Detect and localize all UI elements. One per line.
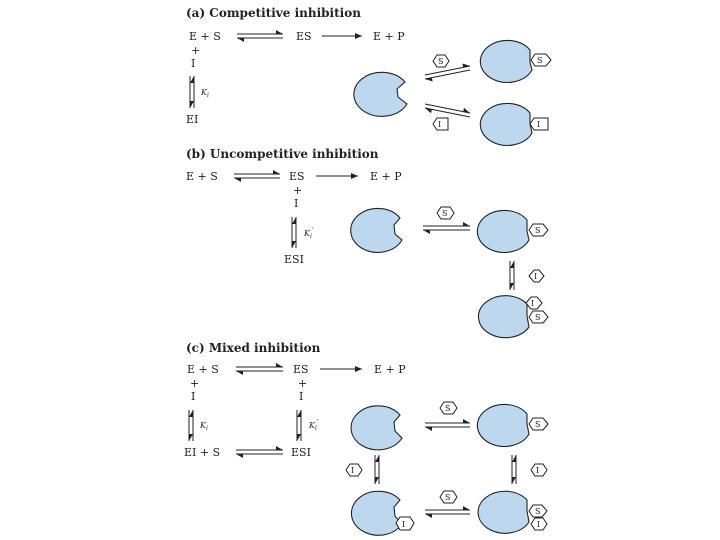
a-e-plus-p: E + P xyxy=(373,30,405,43)
c-ki-prime-label: $K_i'$ xyxy=(309,418,319,432)
section-c-title: (c) Mixed inhibition xyxy=(186,341,321,355)
c-equilibrium-es-esi xyxy=(512,455,516,484)
b-esi: ESI xyxy=(284,253,304,266)
c-equilibrium-arrow-es xyxy=(236,367,283,371)
a-es-complex-enzyme xyxy=(480,40,532,82)
c-bound-inhibitor-ei xyxy=(396,517,414,530)
c-esi-complex-enzyme xyxy=(478,491,529,533)
a-ki-equilibrium-arrow xyxy=(190,76,194,108)
svg-text:I: I xyxy=(537,120,541,129)
b-equilibrium-to-es xyxy=(423,226,470,230)
a-ki-label: $K_i$ xyxy=(201,88,209,99)
b-ki-prime-label: $K_i'$ xyxy=(304,226,314,240)
b-ki-equilibrium-arrow xyxy=(292,217,296,248)
b-bound-inhibitor-esi xyxy=(526,297,542,309)
section-c-mixed xyxy=(184,341,548,535)
c-bound-inhibitor-esi xyxy=(531,518,547,530)
b-i-ligand-approach xyxy=(529,270,544,282)
svg-text:S: S xyxy=(445,404,451,413)
svg-text:I: I xyxy=(536,466,540,475)
c-inhibitor-right: I xyxy=(299,390,304,403)
b-bound-substrate-esi xyxy=(529,311,548,323)
b-bound-substrate xyxy=(529,224,548,236)
b-inhibitor: I xyxy=(294,197,299,210)
b-plus: + xyxy=(293,184,303,197)
c-i-ligand-left xyxy=(346,464,362,476)
section-b-uncompetitive xyxy=(186,147,548,338)
b-esi-complex-enzyme xyxy=(478,296,529,338)
c-equilibrium-ei-esi xyxy=(425,510,470,514)
svg-text:I: I xyxy=(537,520,541,529)
svg-text:S: S xyxy=(535,226,541,235)
a-bound-inhibitor xyxy=(530,118,548,130)
c-inhibitor-left: I xyxy=(191,390,196,403)
svg-text:S: S xyxy=(537,56,543,65)
c-equilibrium-e-ei xyxy=(375,455,379,484)
a-inhibitor: I xyxy=(191,57,196,70)
c-i-ligand-right xyxy=(531,464,547,476)
c-plus-right: + xyxy=(298,377,308,390)
b-equilibrium-es-to-esi xyxy=(510,261,514,290)
b-es: ES xyxy=(289,170,305,183)
a-equilibrium-to-ei xyxy=(425,104,470,117)
c-esi: ESI xyxy=(291,446,311,459)
section-b-title: (b) Uncompetitive inhibition xyxy=(186,147,379,161)
svg-text:S: S xyxy=(442,209,448,218)
section-a-title: (a) Competitive inhibition xyxy=(186,6,361,20)
c-free-enzyme xyxy=(351,406,402,450)
svg-text:S: S xyxy=(535,420,541,429)
b-es-complex-enzyme xyxy=(477,210,529,252)
c-plus-left: + xyxy=(190,377,200,390)
section-a-competitive xyxy=(186,6,551,145)
svg-text:S: S xyxy=(438,57,444,66)
b-e-plus-s: E + S xyxy=(186,170,218,183)
c-ki-equilibrium-arrow xyxy=(189,410,193,441)
c-es: ES xyxy=(293,363,309,376)
a-s-ligand-approach xyxy=(433,55,449,67)
b-equilibrium-arrow-es xyxy=(234,174,280,178)
c-e-plus-s: E + S xyxy=(187,363,219,376)
c-bound-substrate-esi xyxy=(529,505,547,517)
b-free-enzyme xyxy=(351,208,402,252)
c-equilibrium-e-es xyxy=(425,423,470,427)
svg-text:I: I xyxy=(402,520,406,529)
svg-text:I: I xyxy=(531,299,535,308)
c-equilibrium-arrow-esi xyxy=(236,450,283,454)
a-free-enzyme xyxy=(354,72,407,116)
c-s-ligand-bottom xyxy=(440,491,457,503)
a-ei: EI xyxy=(186,113,199,126)
c-es-complex-enzyme xyxy=(477,404,529,446)
c-ei-plus-s: EI + S xyxy=(184,446,221,459)
c-ki-prime-equilibrium-arrow xyxy=(297,410,301,441)
c-bound-substrate-es xyxy=(529,418,548,430)
c-ki-label: $K_i$ xyxy=(200,421,208,432)
svg-text:I: I xyxy=(438,120,442,129)
a-equilibrium-arrow-es xyxy=(237,34,283,38)
svg-text:I: I xyxy=(534,272,538,281)
a-i-ligand-approach xyxy=(433,118,448,130)
a-plus: + xyxy=(191,44,201,57)
svg-text:I: I xyxy=(351,466,355,475)
c-ei-complex-enzyme xyxy=(351,491,402,535)
a-bound-substrate xyxy=(531,54,551,66)
svg-text:S: S xyxy=(535,507,541,516)
a-equilibrium-to-es xyxy=(425,66,470,79)
c-e-plus-p: E + P xyxy=(374,363,406,376)
b-e-plus-p: E + P xyxy=(370,170,402,183)
svg-text:S: S xyxy=(445,493,451,502)
svg-text:S: S xyxy=(535,313,541,322)
a-e-plus-s: E + S xyxy=(189,30,221,43)
b-s-ligand-approach xyxy=(437,207,454,219)
a-ei-complex-enzyme xyxy=(480,103,532,145)
c-s-ligand-top xyxy=(440,402,457,414)
a-es: ES xyxy=(296,30,312,43)
